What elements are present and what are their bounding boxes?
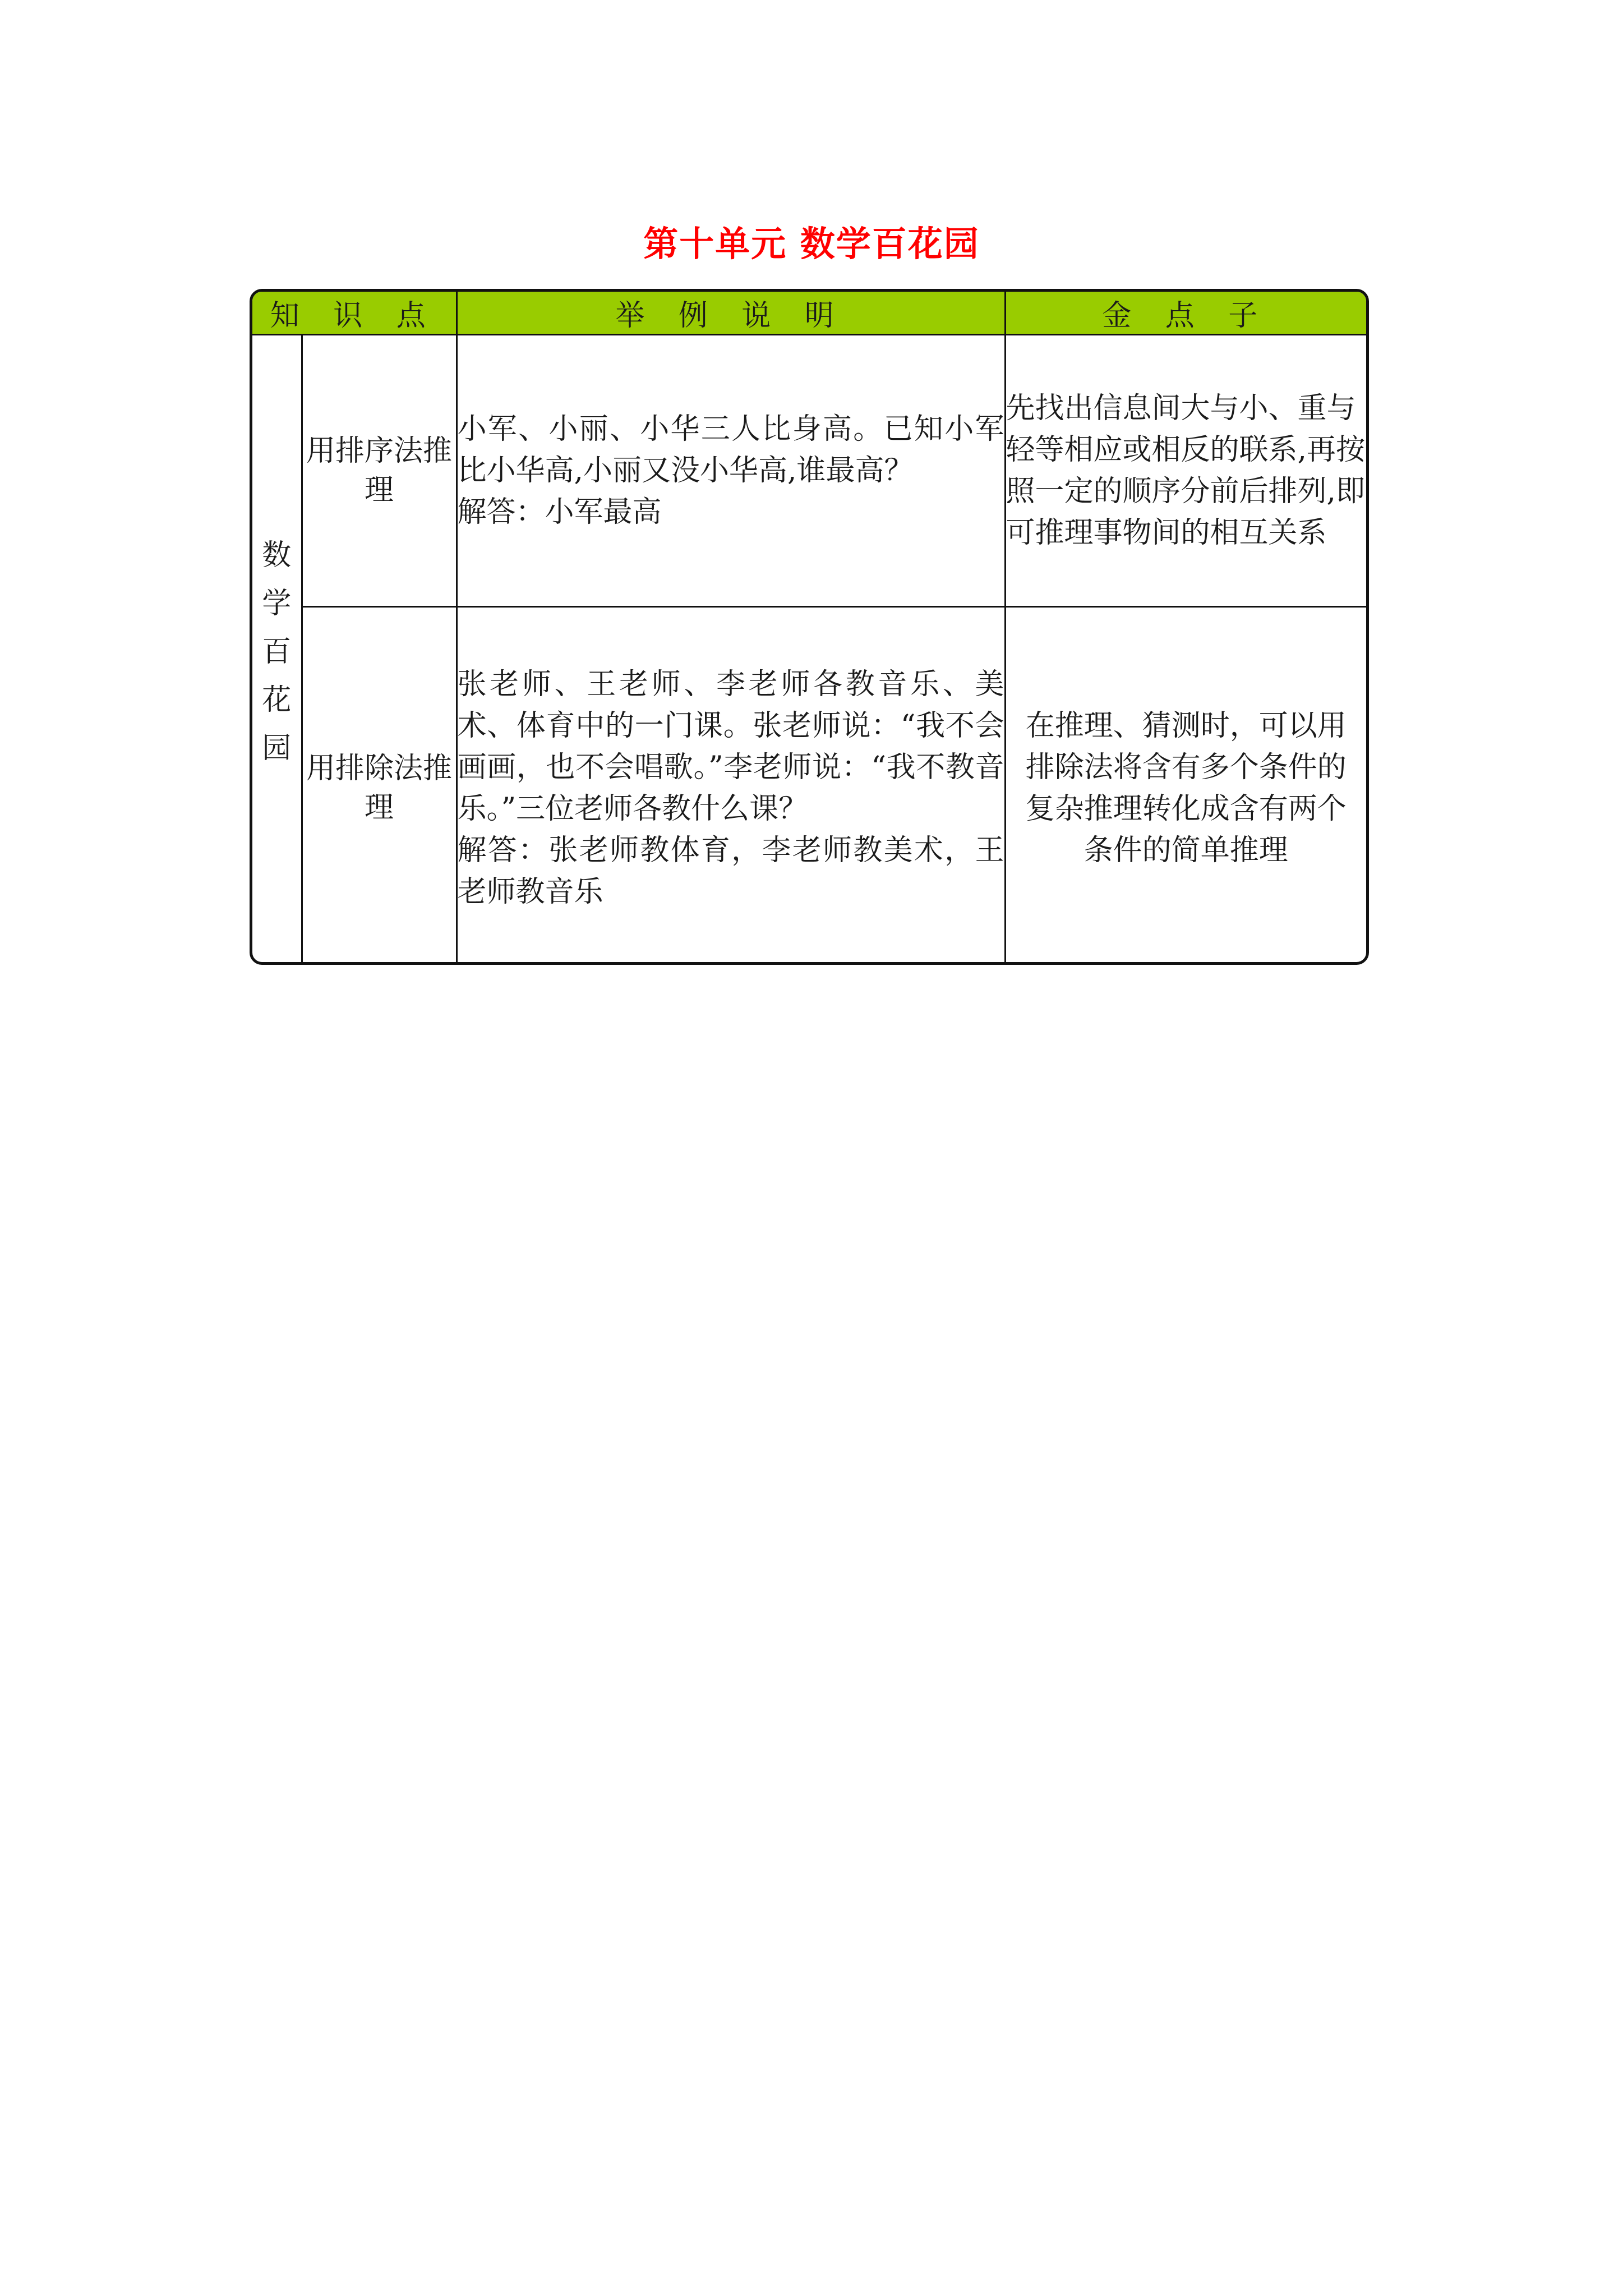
unit-name-cell bbox=[252, 335, 302, 965]
header-example: 举 例 说 明 bbox=[457, 292, 1005, 335]
knowledge-table bbox=[250, 289, 1369, 965]
table-row bbox=[252, 335, 1366, 607]
example-question: 张老师、王老师、李老师各教音乐、美术、体育中的一门课。张老师说：“我不会画画，也不会唱歌。”李老师说：“我不教音乐。”三位老师各教什么课？ bbox=[457, 667, 1004, 826]
unit-name-char: 学 bbox=[262, 586, 292, 620]
table-row bbox=[252, 607, 1366, 965]
knowledge-table-grid bbox=[252, 292, 1366, 965]
example-answer: 解答：张老师教体育，李老师教美术，王老师教音乐 bbox=[457, 833, 1004, 909]
header-knowledge-point: 知 识 点 bbox=[252, 292, 457, 335]
example-question: 小军、小丽、小华三人比身高。已知小军比小华高,小丽又没小华高,谁最高？ bbox=[457, 412, 1004, 487]
unit-name-char: 数 bbox=[262, 538, 292, 572]
example-answer: 解答：小军最高 bbox=[457, 495, 662, 529]
knowledge-point-cell: 用排除法推理 bbox=[302, 607, 457, 965]
unit-name-char: 花 bbox=[262, 683, 292, 717]
tip-cell: 先找出信息间大与小、重与轻等相应或相反的联系,再按照一定的顺序分前后排列,即可推理事物间的相互关系 bbox=[1005, 335, 1366, 607]
table-header-row bbox=[252, 292, 1366, 335]
example-cell bbox=[457, 335, 1005, 607]
example-cell bbox=[457, 607, 1005, 965]
header-tip: 金 点 子 bbox=[1005, 292, 1366, 335]
unit-name-char: 园 bbox=[262, 731, 292, 765]
knowledge-point-cell: 用排序法推理 bbox=[302, 335, 457, 607]
tip-cell: 在推理、猜测时，可以用排除法将含有多个条件的复杂推理转化成含有两个条件的简单推理 bbox=[1005, 607, 1366, 965]
unit-name-char: 百 bbox=[262, 634, 292, 669]
page-title: 第十单元 数学百花园 bbox=[643, 223, 980, 264]
